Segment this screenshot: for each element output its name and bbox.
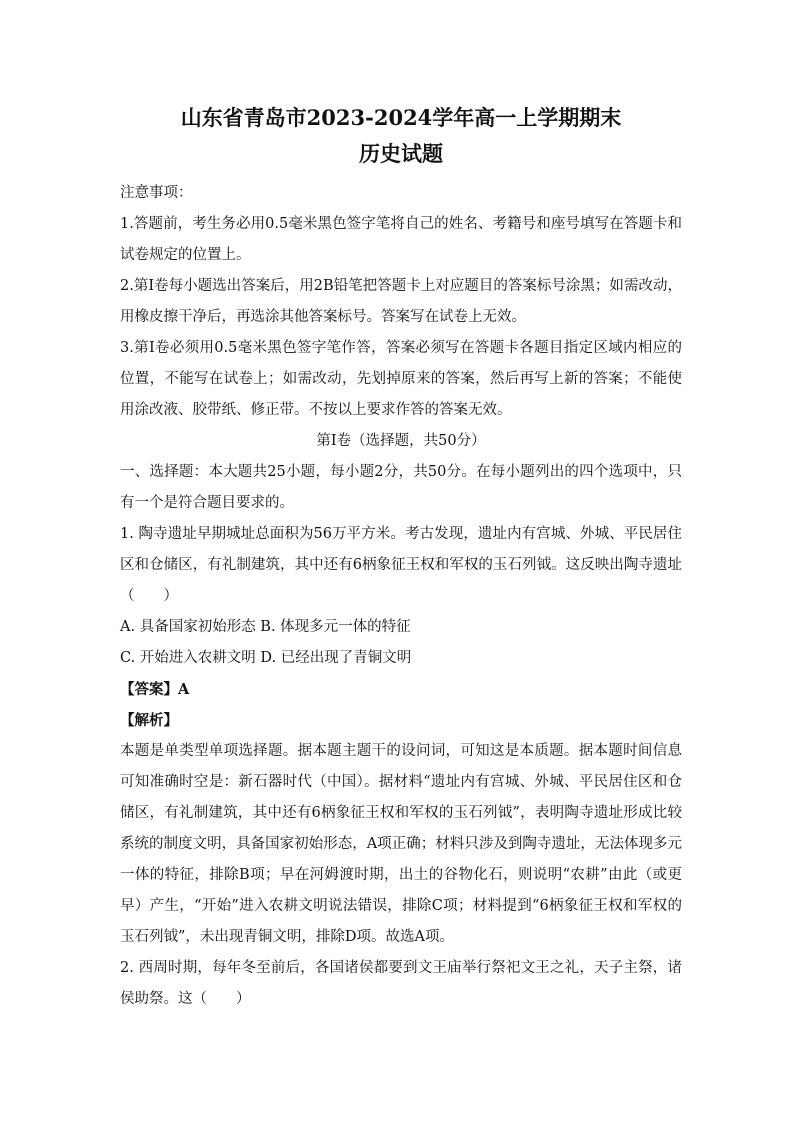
question-1-analysis-heading: 【解析】 bbox=[120, 712, 178, 729]
notice-item-3: 3.第I卷必须用0.5毫米黑色签字笔作答，答案必须写在答题卡各题目指定区域内相应的位置，不能写在试卷上；如需改动，先划掉原来的答案，然后再写上新的答案；不能使用涂改液、胶带纸、修正带。不按以上要求作答的答案无效。 bbox=[120, 340, 682, 418]
section-instructions: 一、选择题：本大题共25小题，每小题2分，共50分。在每小题列出的四个选项中，只有一个是符合题目要求的。 bbox=[120, 464, 682, 511]
question-1-stem: 1. 陶寺遗址早期城址总面积为56万平方米。考古发现，遗址内有宫城、外城、平民居住区和仓储区，有礼制建筑，其中还有6柄象征王权和军权的玉石列钺。这反映出陶寺遗址（ ） bbox=[120, 526, 682, 604]
question-1-analysis: 本题是单类型单项选择题。据本题主题干的设问词，可知这是本质题。据本题时间信息可知准确时空是：新石器时代（中国）。据材料“遗址内有宫城、外城、平民居住区和仓储区，有礼制建筑，其中还有6柄象征王权和军权的玉石列钺”，表明陶寺遗址形成比较系统的制度文明，具备国家初始形态，A项正确；材料只涉及到陶寺遗址，无法体现多元一体的特征，排除B项；早在河姆渡时期，出土的谷物化石，则说明“农耕”由此（或更早）产生，“开始”进入农耕文明说法错误，排除C项；材料提到“6柄象征王权和军权的玉石列钺”，未出现青铜文明，排除D项。故选A项。 bbox=[120, 743, 682, 945]
question-2-stem: 2. 西周时期，每年冬至前后，各国诸侯都要到文王庙举行祭祀文王之礼，天子主祭，诸侯助祭。这（ ） bbox=[120, 960, 682, 1007]
question-1-options-ab: A. 具备国家初始形态 B. 体现多元一体的特征 bbox=[120, 619, 411, 635]
notice-item-1: 1.答题前，考生务必用0.5毫米黑色签字笔将自己的姓名、考籍号和座号填写在答题卡和试卷规定的位置上。 bbox=[120, 216, 682, 263]
document-subtitle: 历史试题 bbox=[359, 141, 443, 166]
question-1-answer: 【答案】A bbox=[120, 681, 190, 698]
question-1-options-cd: C. 开始进入农耕文明 D. 已经出现了青铜文明 bbox=[120, 650, 412, 666]
section-heading: 第I卷（选择题，共50分） bbox=[316, 433, 486, 449]
notice-item-2: 2.第I卷每小题选出答案后，用2B铅笔把答题卡上对应题目的答案标号涂黑；如需改动，用橡皮擦干净后，再选涂其他答案标号。答案写在试卷上无效。 bbox=[120, 278, 682, 325]
notice-heading: 注意事项： bbox=[120, 185, 193, 201]
document-title: 山东省青岛市2023-2024学年高一上学期期末 bbox=[180, 105, 622, 130]
